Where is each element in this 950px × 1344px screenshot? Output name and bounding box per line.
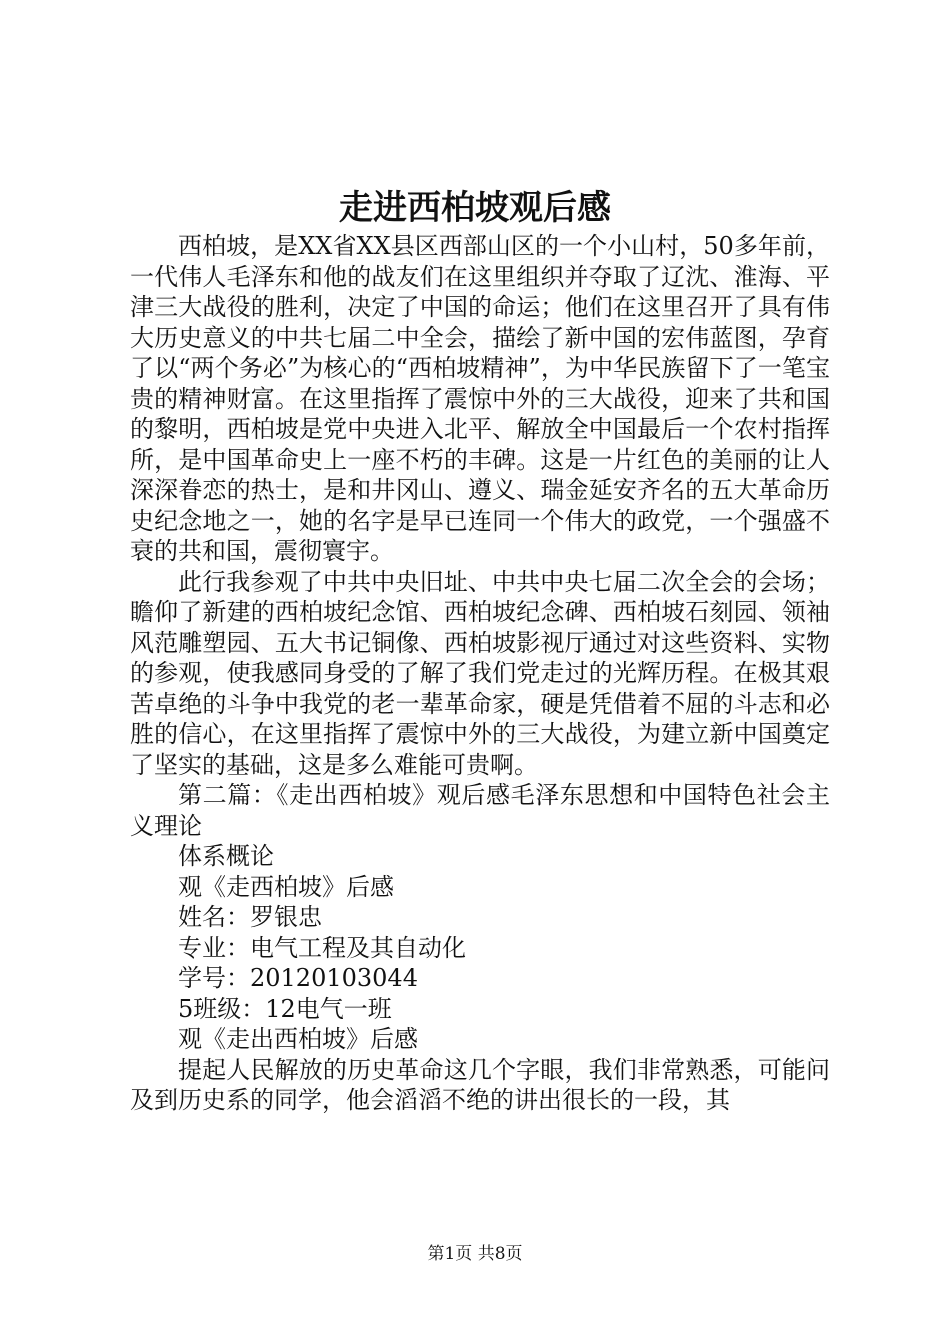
line-major: 专业：电气工程及其自动化 xyxy=(178,933,466,962)
line-subtitle: 观《走西柏坡》后感 xyxy=(178,872,394,901)
document-body xyxy=(130,231,830,1116)
paragraph-visit: 此行我参观了中共中央旧址、中共中央七届二次全会的会场；瞻仰了新建的西柏坡纪念馆、西柏坡纪念碑、西柏坡石刻园、领袖风范雕塑园、五大书记铜像、西柏坡影视厅通过对这些资料、实物的参观，使我感同身受的了解了我们党走过的光辉历程。在极其艰苦卓绝的斗争中我党的老一辈革命家，硬是凭借着不屈的斗志和必胜的信心，在这里指挥了震惊中外的三大战役，为建立新中国奠定了坚实的基础，这是多么难能可贵啊。 xyxy=(130,567,830,779)
document-title: 走进西柏坡观后感 xyxy=(339,188,611,228)
line-class: 5班级：12电气一班 xyxy=(178,994,392,1023)
page-footer: 第1页 共8页 xyxy=(427,1244,523,1264)
paragraph-second-article: 第二篇：《走出西柏坡》观后感毛泽东思想和中国特色社会主义理论 xyxy=(130,781,830,840)
line-student-name: 姓名：罗银忠 xyxy=(178,903,322,931)
paragraph-closing: 提起人民解放的历史革命这几个字眼，我们非常熟悉，可能问及到历史系的同学，他会滔滔不绝的讲出很长的一段，其 xyxy=(130,1055,830,1114)
line-course-name: 体系概论 xyxy=(178,842,274,870)
line-student-id: 学号：20120103044 xyxy=(178,964,418,992)
line-essay-title: 观《走出西柏坡》后感 xyxy=(178,1025,418,1053)
paragraph-intro: 西柏坡，是XX省XX县区西部山区的一个小山村，50多年前，一代伟人毛泽东和他的战友们在这里组织并夺取了辽沈、淮海、平津三大战役的胜利，决定了中国的命运；他们在这里召开了具有伟大历史意义的中共七届二中全会，描绘了新中国的宏伟蓝图，孕育了以“两个务必”为核心的“西柏坡精神”，为中华民族留下了一笔宝贵的精神财富。在这里指挥了震惊中外的三大战役，迎来了共和国的黎明，西柏坡是党中央进入北平、解放全中国最后一个农村指挥所，是中国革命史上一座不朽的丰碑。这是一片红色的美丽的让人深深眷恋的热士，是和井冈山、遵义、瑞金延安齐名的五大革命历史纪念地之一，她的名字是早已连同一个伟大的政党，一个强盛不衰的共和国，震彻寰宇。 xyxy=(130,232,830,565)
